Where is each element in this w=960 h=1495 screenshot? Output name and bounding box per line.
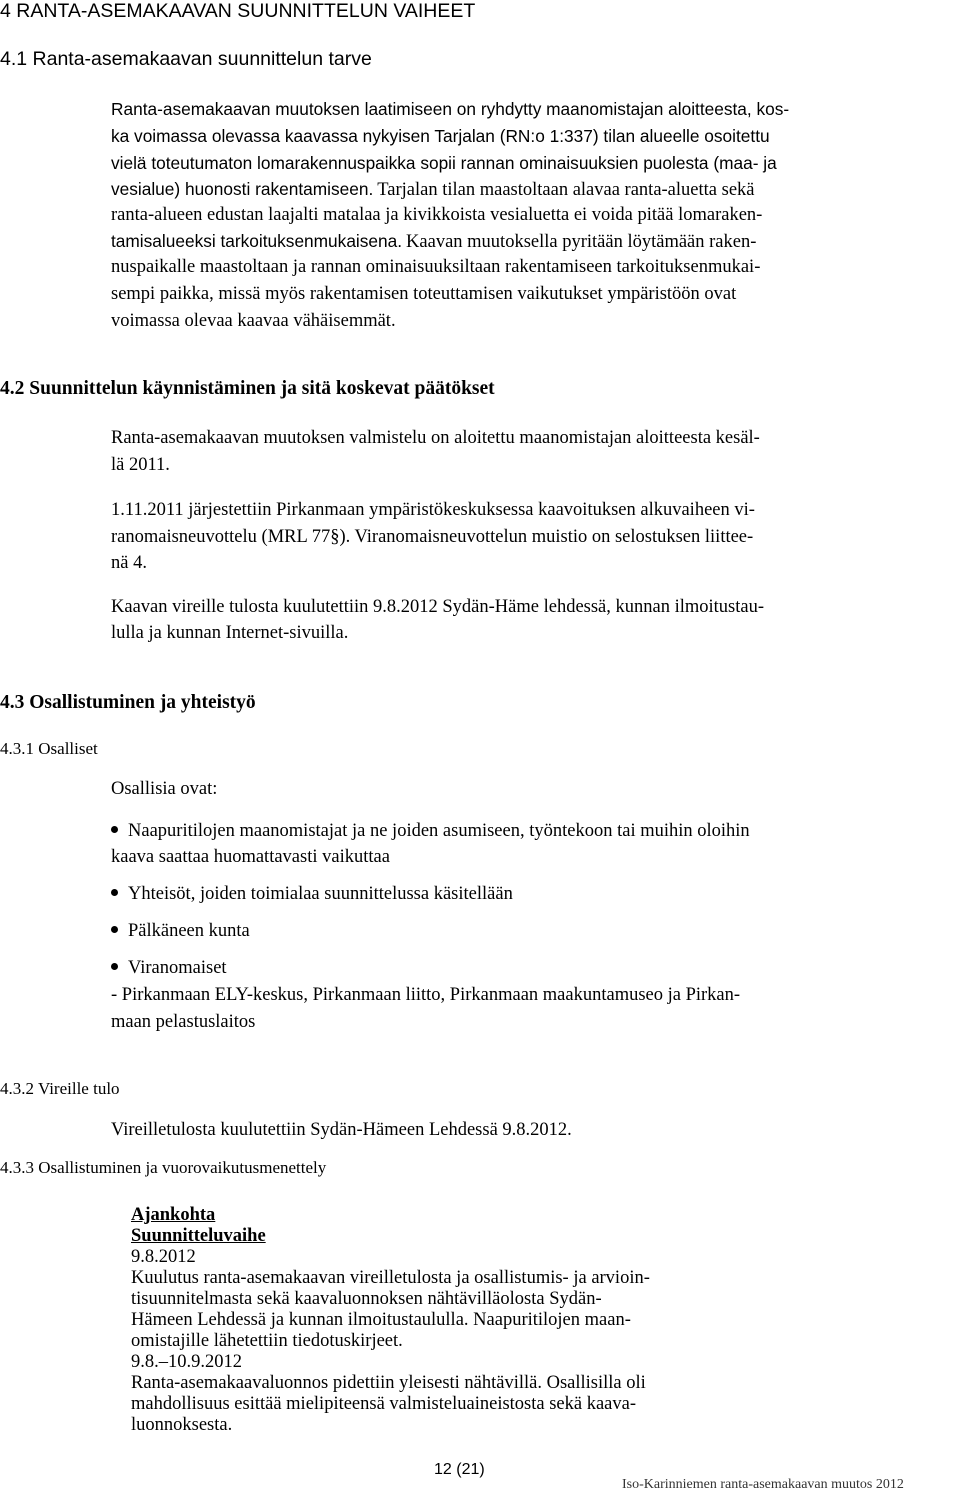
list-item [111, 921, 250, 942]
list-item-text: Viranomaiset [128, 958, 227, 978]
paragraph-line [111, 231, 756, 253]
table-header-phase: Suunnitteluvaihe [131, 1226, 266, 1246]
table-cell-phase: Hämeen Lehdessä ja kunnan ilmoitustaululla. Naapuritilojen maan- [131, 1310, 631, 1330]
section-4-3-2-title: 4.3.2 Vireille tulo [0, 1079, 120, 1098]
document-heading: 4 RANTA-ASEMAKAAVAN SUUNNITTELUN VAIHEET [0, 0, 476, 22]
table-cell-phase: Kuulutus ranta-asemakaavan vireilletulosta ja osallistumis- ja arvioin- [131, 1268, 650, 1288]
paragraph-line: 1.11.2011 järjestettiin Pirkanmaan ympäristökeskuksessa kaavoituksen alkuvaiheen vi- [111, 500, 755, 520]
paragraph-fragment: Kaavan muutoksella pyritään löytämään raken- [406, 232, 757, 252]
paragraph-line: Kaavan vireille tulosta kuulutettiin 9.8.2012 Sydän-Häme lehdessä, kunnan ilmoitustau- [111, 597, 765, 617]
paragraph-fragment: tamisalueeksi tarkoituksenmukaisena. [111, 231, 403, 251]
paragraph-line: Ranta-asemakaavan muutoksen valmistelu on aloitettu maanomistajan aloitteesta kesäl- [111, 428, 760, 448]
section-4-3-3-title: 4.3.3 Osallistuminen ja vuorovaikutusmenettely [0, 1158, 327, 1177]
paragraph-line: lulla ja kunnan Internet-sivuilla. [111, 623, 349, 643]
paragraph-line: vielä toteutumaton lomarakennuspaikka sopii rannan ominaisuuksien puolesta (maa- ja [111, 153, 777, 173]
list-item-text: Naapuritilojen maanomistajat ja ne joiden asumiseen, työntekoon tai muihin oloihin [128, 821, 750, 841]
table-cell-date: 9.8.2012 [131, 1247, 196, 1267]
list-item-text: Yhteisöt, joiden toimialaa suunnittelussa käsitellään [128, 884, 513, 904]
list-item-continuation: kaava saattaa huomattavasti vaikuttaa [111, 847, 390, 867]
paragraph-line: nä 4. [111, 553, 147, 573]
paragraph-line: Ranta-asemakaavan muutoksen laatimiseen on ryhdytty maanomistajan aloitteesta, kos- [111, 99, 790, 119]
table-cell-phase: mahdollisuus esittää mielipiteensä valmisteluaineistosta sekä kaava- [131, 1394, 637, 1414]
bullet-icon [111, 826, 118, 833]
paragraph-fragment: Tarjalan tilan maastoltaan alavaa ranta-aluetta sekä [377, 180, 755, 200]
list-item [111, 958, 227, 979]
paragraph-line: sempi paikka, missä myös rakentamisen toteuttamisen vaikutukset ympäristöön ovat [111, 284, 737, 304]
paragraph-line: ranomaisneuvottelu (MRL 77§). Viranomaisneuvottelun muistio on selostuksen liittee- [111, 527, 754, 547]
footer-document-title: Iso-Karinniemen ranta-asemakaavan muutos 2012 [622, 1477, 904, 1492]
paragraph-line: voimassa olevaa kaavaa vähäisemmät. [111, 311, 396, 331]
bullet-icon [111, 963, 118, 970]
paragraph-line: nuspaikalle maastoltaan ja rannan ominaisuuksiltaan rakentamiseen tarkoituksenmukai- [111, 257, 761, 277]
section-4-3-1-title: 4.3.1 Osalliset [0, 739, 98, 758]
list-item [111, 821, 750, 842]
bullet-icon [111, 926, 118, 933]
paragraph-line: ka voimassa olevassa kaavassa nykyisen Tarjalan (RN:o 1:337) tilan alueelle osoitettu [111, 126, 770, 146]
table-cell-phase: luonnoksesta. [131, 1415, 233, 1435]
list-item-continuation: maan pelastuslaitos [111, 1012, 256, 1032]
paragraph-line: ranta-alueen edustan laajalti matalaa ja kivikkoista vesialuetta ei voida pitää lomaraken- [111, 205, 763, 225]
table-cell-phase: Ranta-asemakaavaluonnos pidettiin yleisesti nähtävillä. Osallisilla oli [131, 1373, 646, 1393]
table-cell-phase: omistajille lähetettiin tiedotuskirjeet. [131, 1331, 403, 1351]
table-cell-phase: tisuunnitelmasta sekä kaavaluonnoksen nähtävilläolosta Sydän- [131, 1289, 602, 1309]
page-number: 12 (21) [434, 1461, 485, 1478]
table-header-date: Ajankohta [131, 1205, 216, 1225]
list-item [111, 884, 513, 905]
section-4-3-title: 4.3 Osallistuminen ja yhteistyö [0, 692, 256, 713]
osalliset-intro: Osallisia ovat: [111, 779, 218, 799]
list-item-text: Pälkäneen kunta [128, 921, 250, 941]
paragraph-fragment: vesialue) huonosti rakentamiseen. [111, 179, 374, 199]
table-cell-date: 9.8.–10.9.2012 [131, 1352, 242, 1372]
list-item-continuation: - Pirkanmaan ELY-keskus, Pirkanmaan liitto, Pirkanmaan maakuntamuseo ja Pirkan- [111, 985, 741, 1005]
bullet-icon [111, 889, 118, 896]
section-4-1-title: 4.1 Ranta-asemakaavan suunnittelun tarve [0, 48, 372, 70]
vireille-tulo-text: Vireilletulosta kuulutettiin Sydän-Hämeen Lehdessä 9.8.2012. [111, 1120, 572, 1140]
paragraph-line: lä 2011. [111, 455, 170, 475]
participation-table [131, 1205, 951, 1435]
section-4-2-title: 4.2 Suunnittelun käynnistäminen ja sitä koskevat päätökset [0, 378, 495, 399]
paragraph-line [111, 179, 755, 201]
